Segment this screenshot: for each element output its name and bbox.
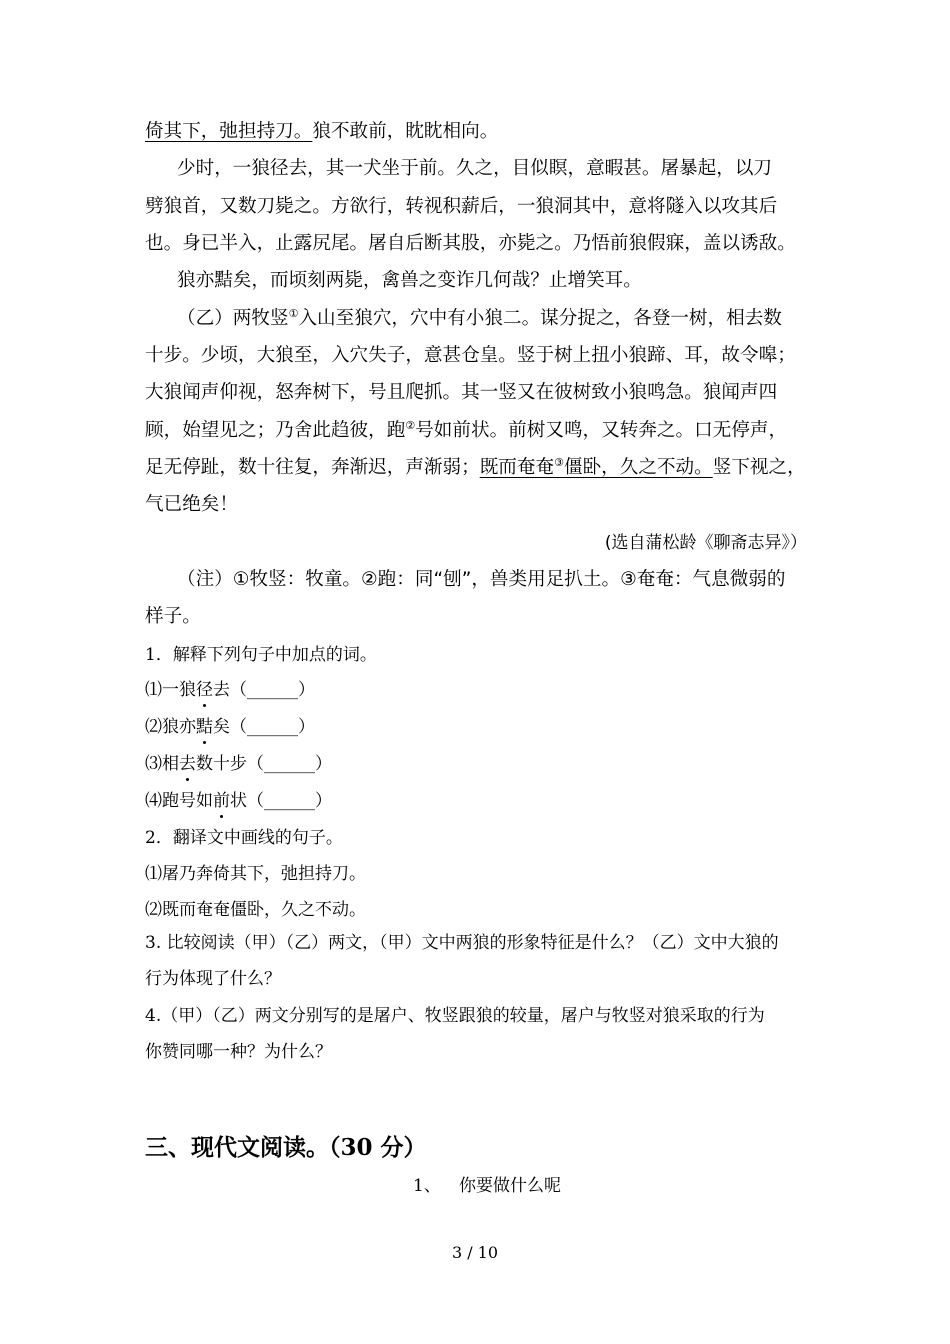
dotted-word: 径 xyxy=(196,677,213,703)
question-1-item-2: ⑵狼亦黠矣（______） xyxy=(145,714,315,740)
question-4-line-2: 你赞同哪一种？为什么？ xyxy=(145,1042,332,1062)
passage-line-5: 狼亦黠矣，而顷刻两毙，禽兽之变诈几何哉？止增笑耳。 xyxy=(177,270,642,291)
dotted-word: 前 xyxy=(213,788,230,814)
question-2: 2．翻译文中画线的句子。 xyxy=(145,828,343,848)
notes-line-1: （注）①牧竖：牧童。②跑：同“刨”，兽类用足扒土。③奄奄：气息微弱的 xyxy=(177,569,786,590)
section-subtitle xyxy=(413,1173,561,1199)
question-2-item-1: ⑴屠乃奔倚其下，弛担持刀。 xyxy=(145,864,366,884)
passage-line-1: 倚其下，弛担持刀。狼不敢前，眈眈相向。 xyxy=(145,121,499,142)
passage-line-6: （乙）两牧竖①入山至狼穴，穴中有小狼二。谋分捉之，各登一树，相去数 xyxy=(177,306,782,329)
section-heading: 三、现代文阅读。（30 分） xyxy=(145,1134,427,1161)
question-1: 1．解释下列句子中加点的词。 xyxy=(145,645,377,665)
underlined-sentence-1: 倚其下，弛担持刀。 xyxy=(145,121,313,142)
question-1-item-1: ⑴一狼径去（______） xyxy=(145,677,315,703)
passage-line-8: 大狼闻声仰视，怒奔树下，号且爬抓。其一竖又在彼树致小狼鸣急。狼闻声四 xyxy=(145,382,778,403)
footnote-marker-3: ③ xyxy=(554,455,564,469)
footnote-marker-1: ① xyxy=(288,306,299,320)
passage-line-3: 劈狼首，又数刀毙之。方欲行，转视积薪后，一狼洞其中，意将隧入以攻其后 xyxy=(145,196,778,217)
source-citation: (选自蒲松龄《聊斋志异》） xyxy=(604,533,807,553)
question-3-line-2: 行为体现了什么？ xyxy=(145,969,281,989)
passage-line-11: 气已绝矣！ xyxy=(145,494,238,515)
question-1-item-4: ⑷跑号如前状（______） xyxy=(145,788,332,814)
dotted-word: 黠 xyxy=(196,714,213,740)
notes-line-2: 样子。 xyxy=(145,606,201,627)
question-2-item-2: ⑵既而奄奄僵卧，久之不动。 xyxy=(145,900,366,920)
question-3-line-1: 3. 比较阅读（甲）（乙）两文，（甲）文中两狼的形象特征是什么？（乙）文中大狼的 xyxy=(145,933,779,953)
underlined-sentence-2: 既而奄奄③僵卧，久之不动。 xyxy=(479,455,713,478)
passage-line-4: 也。身已半入，止露尻尾。屠自后断其股，亦毙之。乃悟前狼假寐，盖以诱敌。 xyxy=(145,233,796,254)
passage-line-7: 十步。少顷，大狼至，入穴失子，意甚仓皇。竖于树上扭小狼蹄、耳，故令嗥； xyxy=(145,345,796,366)
dotted-word: 去 xyxy=(179,751,196,777)
page-number: 3 / 10 xyxy=(451,1243,499,1262)
passage-line-10: 足无停趾，数十往复，奔渐迟，声渐弱；既而奄奄③僵卧，久之不动。竖下视之， xyxy=(145,455,806,478)
question-1-item-3: ⑶相去数十步（______） xyxy=(145,751,332,777)
question-4-line-1: 4.（甲）（乙）两文分别写的是屠户、牧竖跟狼的较量，屠户与牧竖对狼采取的行为 xyxy=(145,1006,765,1026)
subtitle-text: 你要做什么呢 xyxy=(459,1176,561,1196)
subtitle-number: 1、 xyxy=(413,1176,441,1196)
passage-line-9: 顾，始望见之；乃舍此趋彼，跑②号如前状。前树又鸣，又转奔之。口无停声， xyxy=(145,418,788,441)
passage-line-2: 少时，一狼径去，其一犬坐于前。久之，目似瞑，意暇甚。屠暴起，以刀 xyxy=(177,158,773,179)
footnote-marker-2: ② xyxy=(405,418,416,432)
